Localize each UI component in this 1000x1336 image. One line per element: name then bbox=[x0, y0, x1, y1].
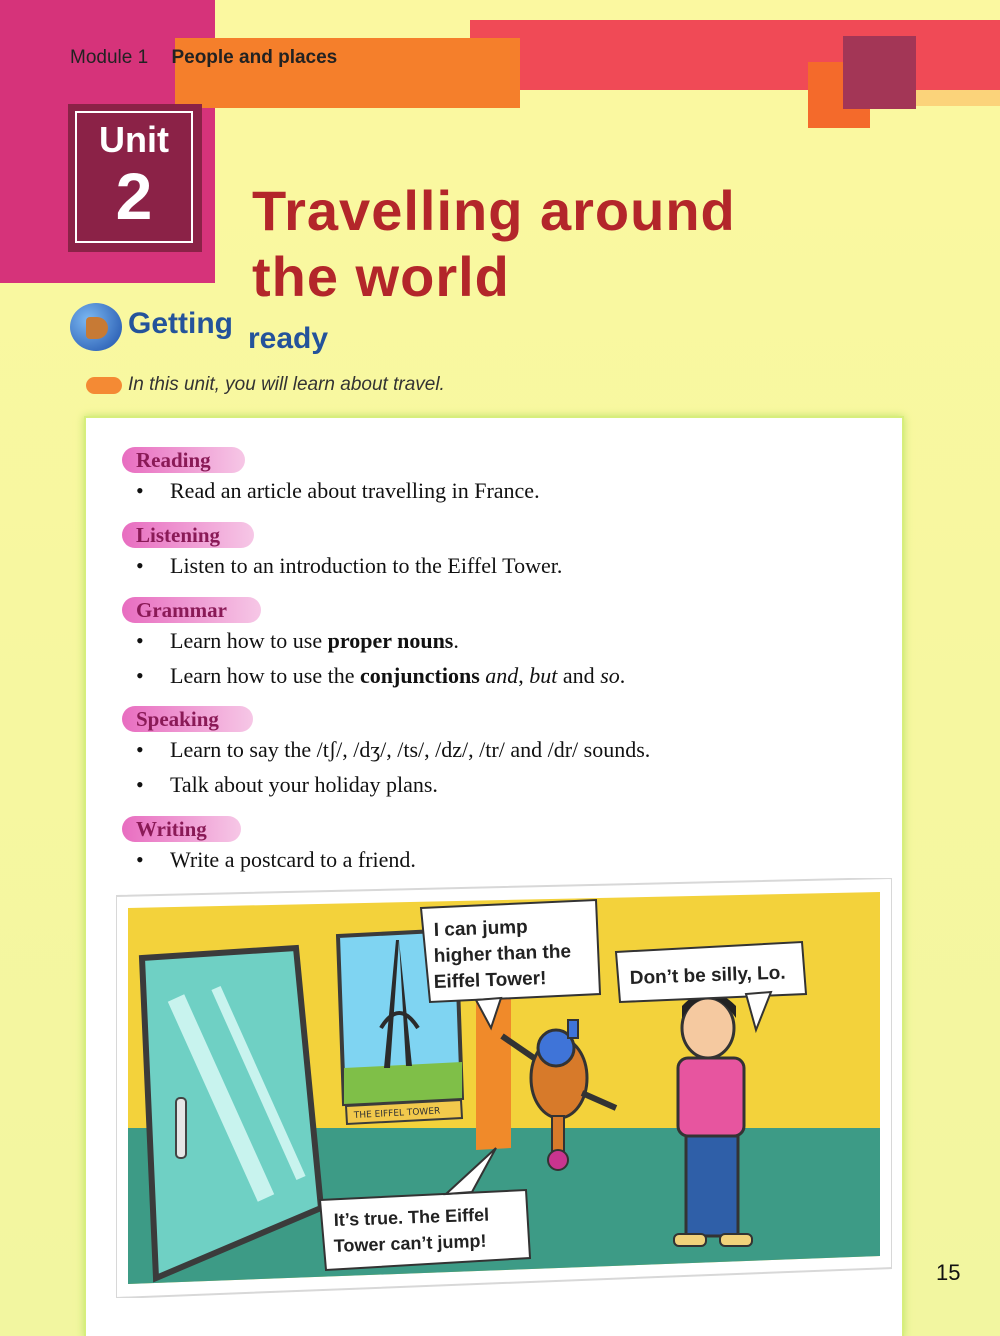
item-text: Learn how to use the bbox=[170, 663, 360, 688]
bubble-line: Eiffel Tower! bbox=[433, 968, 547, 993]
unit-title bbox=[252, 178, 852, 310]
red-header-band bbox=[470, 20, 1000, 90]
door-handle bbox=[176, 1098, 186, 1158]
list-item bbox=[122, 658, 822, 693]
item-text: . bbox=[453, 628, 459, 653]
section-speaking bbox=[122, 706, 822, 802]
list-item: • Read an article about travelling in France. bbox=[122, 473, 822, 508]
unit-badge-frame bbox=[75, 111, 193, 243]
section-tag-grammar: Grammar bbox=[122, 597, 261, 623]
item-text: , bbox=[518, 663, 530, 688]
item-text: Learn how to use bbox=[170, 628, 328, 653]
bubble-line: higher than the bbox=[433, 941, 572, 967]
item-italic-text: and bbox=[485, 663, 519, 688]
item-text: . bbox=[619, 663, 626, 688]
section-reading bbox=[122, 447, 822, 508]
bubble-line: Don’t be silly, Lo. bbox=[629, 962, 786, 989]
purple-square-decoration bbox=[843, 36, 916, 109]
horn-icon bbox=[70, 303, 122, 351]
item-italic-text: but bbox=[529, 663, 558, 688]
module-title: People and places bbox=[171, 47, 338, 68]
poster-caption: THE EIFFEL TOWER bbox=[353, 1106, 441, 1121]
unit-title-line1: Travelling around bbox=[252, 179, 736, 242]
item-bold-text: conjunctions bbox=[360, 663, 480, 688]
item-text: and bbox=[557, 663, 601, 688]
getting-ready-heading-word2: ready bbox=[248, 322, 329, 355]
item-bold-text: proper nouns bbox=[327, 628, 454, 653]
intro-marker bbox=[86, 377, 122, 394]
unit-badge bbox=[68, 104, 202, 252]
unit-title-line2: the world bbox=[252, 245, 510, 308]
intro-text: In this unit, you will learn about travel. bbox=[128, 374, 445, 395]
list-item bbox=[122, 623, 822, 658]
section-tag-listening: Listening bbox=[122, 522, 254, 548]
bubble-line: It’s true. The Eiffel bbox=[333, 1204, 490, 1230]
module-number: Module 1 bbox=[70, 47, 149, 68]
section-writing bbox=[122, 816, 822, 877]
section-tag-writing: Writing bbox=[122, 816, 241, 842]
unit-number: 2 bbox=[115, 159, 153, 233]
list-item: • Talk about your holiday plans. bbox=[122, 767, 822, 802]
section-tag-speaking: Speaking bbox=[122, 706, 253, 732]
unit-label: Unit bbox=[99, 119, 169, 160]
bubble-line: Tower can’t jump! bbox=[333, 1230, 487, 1256]
bubble-line: I can jump bbox=[433, 916, 529, 941]
list-item: • Write a postcard to a friend. bbox=[122, 842, 822, 877]
list-item: • Learn to say the /tʃ/, /dʒ/, /ts/, /dz/, /tr/ and /dr/ sounds. bbox=[122, 732, 822, 767]
list-item: • Listen to an introduction to the Eiffel Tower. bbox=[122, 548, 822, 583]
section-grammar bbox=[122, 597, 822, 693]
section-listening bbox=[122, 522, 822, 583]
item-italic-text: so bbox=[600, 663, 620, 688]
page-number: 15 bbox=[936, 1260, 961, 1285]
cartoon-illustration bbox=[116, 878, 892, 1298]
module-header bbox=[70, 47, 337, 69]
section-tag-reading: Reading bbox=[122, 447, 245, 473]
getting-ready-heading-word1: Getting bbox=[128, 307, 233, 340]
